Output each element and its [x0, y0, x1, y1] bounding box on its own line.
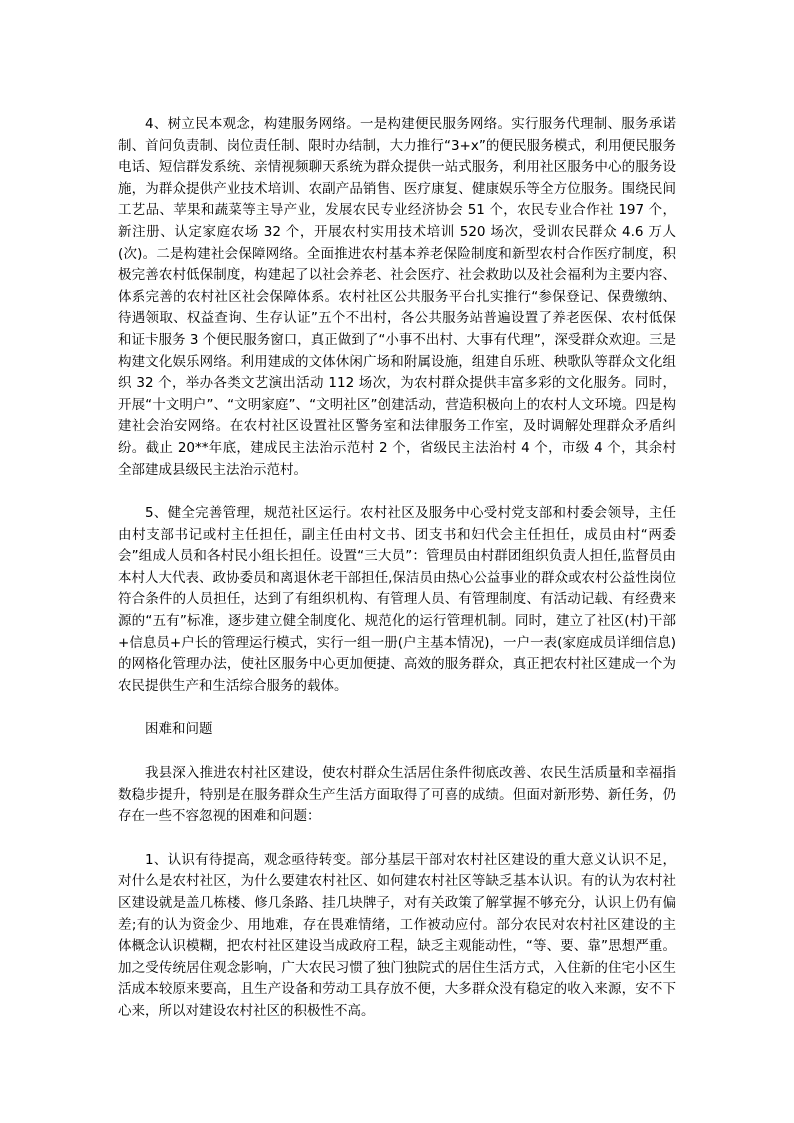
paragraph-intro: 我县深入推进农村社区建设，使农村群众生活居住条件彻底改善、农民生活质量和幸福指数稳步提升，特别是在服务群众生产生活方面取得了可喜的成绩。但面对新形势、新任务，仍存在一些不容忽视的困难和问题：: [118, 765, 676, 825]
paragraph-service-network: 4、树立民本观念，构建服务网络。一是构建便民服务网络。实行服务代理制、服务承诺制、首问负责制、岗位责任制、限时办结制，大力推行“3+x”的便民服务模式，利用便民服务电话、短信群发系统、亲情视频聊天系统为群众提供一站式服务，利用社区服务中心的服务设施，为群众提供产业技术培训、农副产品销售、医疗康复、健康娱乐等全方位服务。围绕民间工艺品、苹果和蔬菜等主导产业，发展农民专业经济协会 51 个，农民专业合作社 197 个，新注册、认定家庭农场 32 个，开展农村实用技术培训 520 场次，受训农民群众 4.6 万人(次)。二是构建社会保障网络。全面推进农村基本养老保险制度和新型农村合作医疗制度，积极完善农村低保制度，构建起了以社会养老、社会医疗、社会救助以及社会福利为主要内容、体系完善的农村社区社会保障体系。农村社区公共服务平台扎实推行“参保登记、保费缴纳、待遇领取、权益查询、生存认证”五个不出村，各公共服务站普遍设置了养老医保、农村低保和证卡服务 3 个便民服务窗口，真正做到了“小事不出村、大事有代理”，深受群众欢迎。三是构建文化娱乐网络。利用建成的文体休闲广场和附属设施，组建自乐班、秧歌队等群众文化组织 32 个，举办各类文艺演出活动 112 场次，为农村群众提供丰富多彩的文化服务。同时，开展“十文明户”、“文明家庭”、“文明社区”创建活动，营造积极向上的农村人文环境。四是构建社会治安网络。在农村社区设置社区警务室和法律服务工作室，及时调解处理群众矛盾纠纷。截止 20**年底，建成民主法治示范村 2 个，省级民主法治村 4 个，市级 4 个，其余村全部建成县级民主法治示范村。: [118, 116, 676, 478]
document-page: [118, 114, 676, 1023]
section-heading: 困难和问题: [145, 721, 213, 738]
paragraph-spacer: [118, 697, 676, 719]
paragraph-problem-awareness: 1、认识有待提高，观念亟待转变。部分基层干部对农村社区建设的重大意义认识不足，对什么是农村社区，为什么要建农村社区、如何建农村社区等缺乏基本认识。有的认为农村社区建设就是盖几栋楼、修几条路、挂几块牌子，对有关政策了解掌握不够充分，认识上仍有偏差;有的认为资金少、用地难，存在畏难情绪，工作被动应付。部分农民对农村社区建设的主体概念认识模糊，把农村社区建设当成政府工程，缺乏主观能动性，“等、要、靠”思想严重。加之受传统居住观念影响，广大农民习惯了独门独院式的居住生活方式，入住新的住宅小区生活成本较原来要高，且生产设备和劳动工具存放不便，大多群众没有稳定的收入来源，安不下心来，所以对建设农村社区的积极性不高。: [118, 851, 676, 1019]
paragraph-spacer: [118, 481, 676, 503]
paragraph-community-management: 5、健全完善管理，规范社区运行。农村社区及服务中心受村党支部和村委会领导，主任由村支部书记或村主任担任，副主任由村文书、团支书和妇代会主任担任，成员由村“两委会”组成人员和各村民小组长担任。设置“三大员”：管理员由村群团组织负责人担任,监督员由本村人大代表、政协委员和离退休老干部担任,保洁员由热心公益事业的群众或农村公益性岗位符合条件的人员担任，达到了有组织机构、有管理人员、有管理制度、有活动记载、有经费来源的“五有”标准，逐步建立健全制度化、规范化的运行管理机制。同时，建立了社区(村)干部+信息员+户长的管理运行模式，实行一组一册(户主基本情况)，一户一表(家庭成员详细信息)的网格化管理办法，使社区服务中心更加便捷、高效的服务群众，真正把农村社区建成一个为农民提供生产和生活综合服务的载体。: [118, 505, 676, 694]
paragraph-spacer: [118, 828, 676, 850]
paragraph-spacer: [118, 741, 676, 763]
